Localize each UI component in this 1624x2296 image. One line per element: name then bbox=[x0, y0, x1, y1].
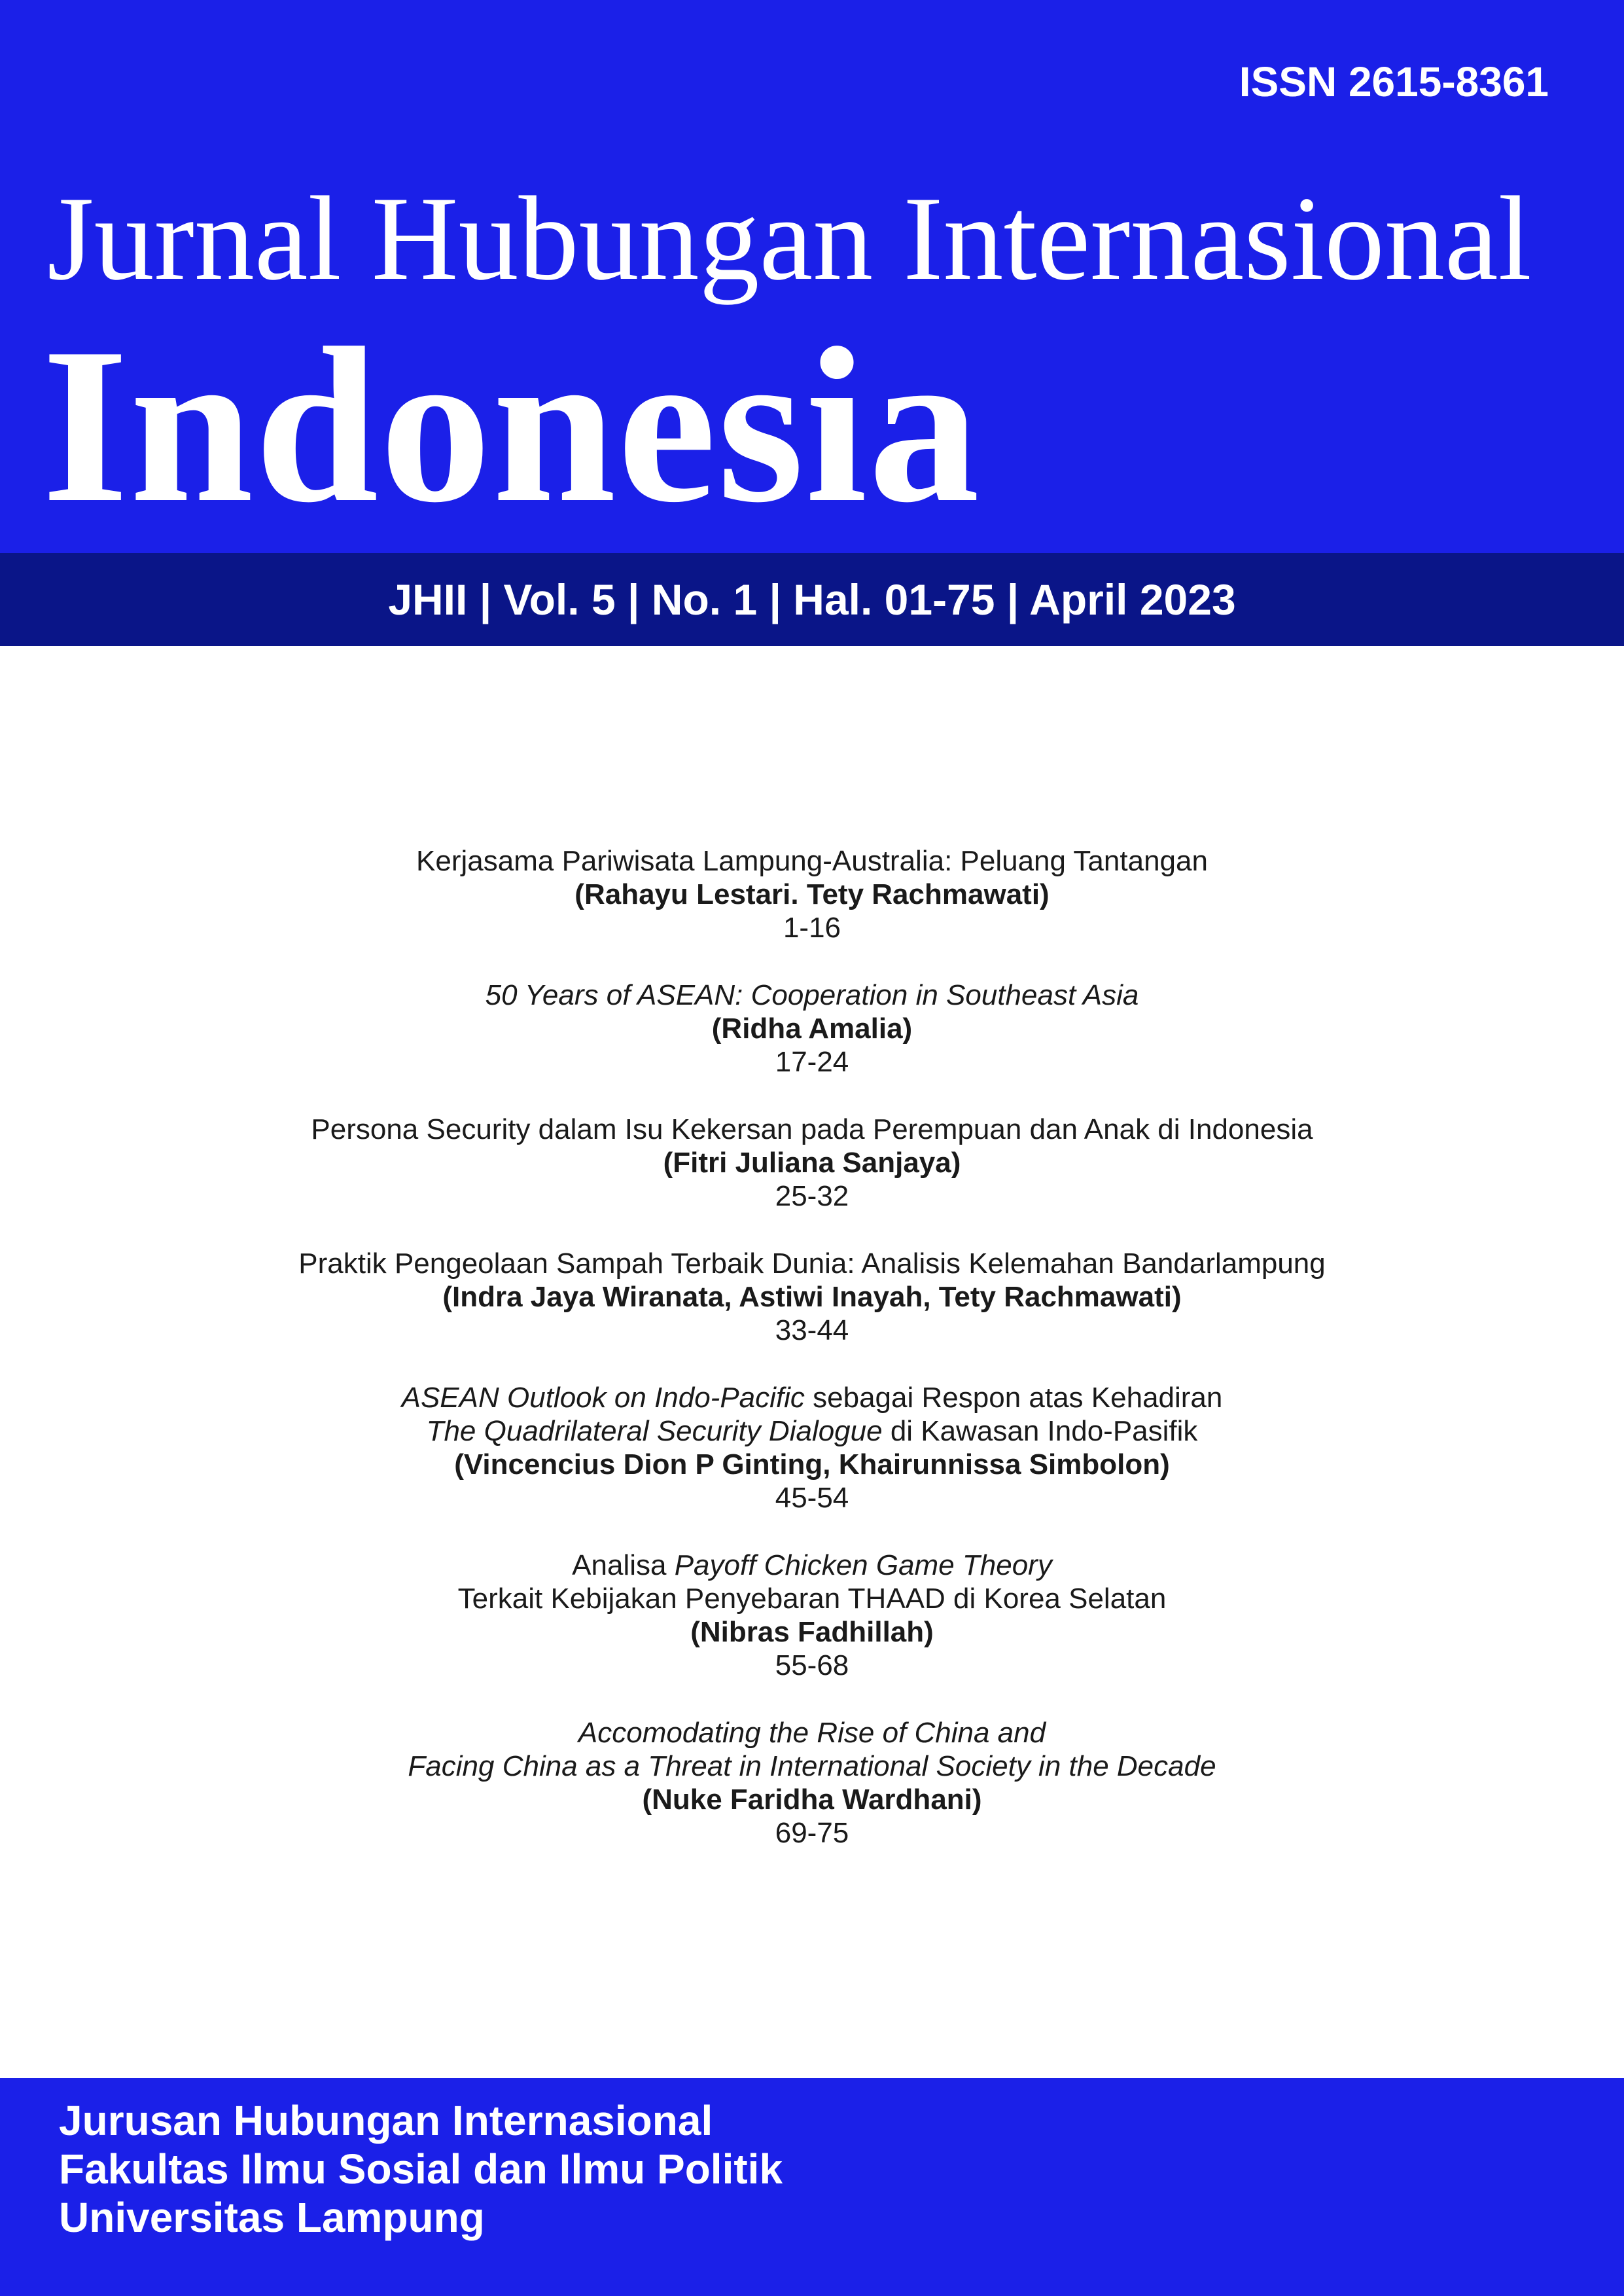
article-entry-5 bbox=[0, 1381, 1624, 1515]
department-name: Jurusan Hubungan Internasional bbox=[59, 2097, 713, 2144]
journal-title-line1: Jurnal Hubungan Internasional bbox=[47, 171, 1532, 305]
article-title: 50 Years of ASEAN: Cooperation in Southeast Asia bbox=[485, 979, 1139, 1011]
article-title: Kerjasama Pariwisata Lampung-Australia: Peluang Tantangan bbox=[416, 845, 1208, 877]
article-title-line2: Facing China as a Threat in International Society in the Decade bbox=[408, 1750, 1216, 1782]
article-authors: (Nibras Fadhillah) bbox=[690, 1616, 934, 1648]
article-pages: 1-16 bbox=[783, 912, 841, 944]
publisher-info bbox=[59, 2096, 783, 2242]
article-entry-6 bbox=[0, 1549, 1624, 1682]
journal-title-line2: Indonesia bbox=[42, 302, 981, 548]
cover-header bbox=[0, 0, 1624, 553]
article-entry-1 bbox=[0, 844, 1624, 944]
article-title-line2: Terkait Kebijakan Penyebaran THAAD di Korea Selatan bbox=[457, 1583, 1167, 1615]
article-title-italic: ASEAN Outlook on Indo-Pacific bbox=[401, 1382, 805, 1414]
article-authors: (Indra Jaya Wiranata, Astiwi Inayah, Tety Rachmawati) bbox=[442, 1281, 1182, 1313]
volume-info-text: JHII | Vol. 5 | No. 1 | Hal. 01-75 | April 2023 bbox=[388, 575, 1236, 624]
volume-info-bar bbox=[0, 553, 1624, 646]
article-authors: (Vincencius Dion P Ginting, Khairunnissa Simbolon) bbox=[454, 1448, 1170, 1480]
article-authors: (Fitri Juliana Sanjaya) bbox=[663, 1147, 961, 1179]
article-title-line1 bbox=[0, 1381, 1624, 1414]
article-title-plain: sebagai Respon atas Kehadiran bbox=[804, 1382, 1223, 1414]
article-title-line1: Accomodating the Rise of China and bbox=[578, 1717, 1046, 1749]
article-title-plain: Analisa bbox=[572, 1549, 675, 1581]
cover-footer bbox=[0, 2078, 1624, 2296]
article-authors: (Nuke Faridha Wardhani) bbox=[642, 1784, 982, 1816]
article-authors: (Rahayu Lestari. Tety Rachmawati) bbox=[574, 878, 1050, 910]
table-of-contents bbox=[0, 844, 1624, 1884]
article-title: Praktik Pengeolaan Sampah Terbaik Dunia: Analisis Kelemahan Bandarlampung bbox=[298, 1247, 1326, 1280]
article-title: Persona Security dalam Isu Kekersan pada Perempuan dan Anak di Indonesia bbox=[311, 1113, 1313, 1145]
article-entry-2 bbox=[0, 978, 1624, 1079]
article-entry-4 bbox=[0, 1247, 1624, 1347]
article-title-italic: Payoff Chicken Game Theory bbox=[674, 1549, 1052, 1581]
article-entry-3 bbox=[0, 1113, 1624, 1213]
article-title-plain: di Kawasan Indo-Pasifik bbox=[882, 1415, 1198, 1447]
issn-label: ISSN 2615-8361 bbox=[1239, 58, 1549, 105]
article-pages: 55-68 bbox=[775, 1649, 849, 1681]
article-pages: 33-44 bbox=[775, 1314, 849, 1346]
article-title-italic: The Quadrilateral Security Dialogue bbox=[426, 1415, 883, 1447]
article-title-line2 bbox=[0, 1414, 1624, 1448]
article-entry-7 bbox=[0, 1716, 1624, 1850]
article-authors: (Ridha Amalia) bbox=[711, 1013, 913, 1045]
faculty-name: Fakultas Ilmu Sosial dan Ilmu Politik bbox=[59, 2145, 783, 2193]
article-title-line1 bbox=[0, 1549, 1624, 1582]
article-pages: 45-54 bbox=[775, 1482, 849, 1514]
article-pages: 25-32 bbox=[775, 1180, 849, 1212]
university-name: Universitas Lampung bbox=[59, 2194, 485, 2241]
article-pages: 69-75 bbox=[775, 1817, 849, 1849]
article-pages: 17-24 bbox=[775, 1046, 849, 1078]
